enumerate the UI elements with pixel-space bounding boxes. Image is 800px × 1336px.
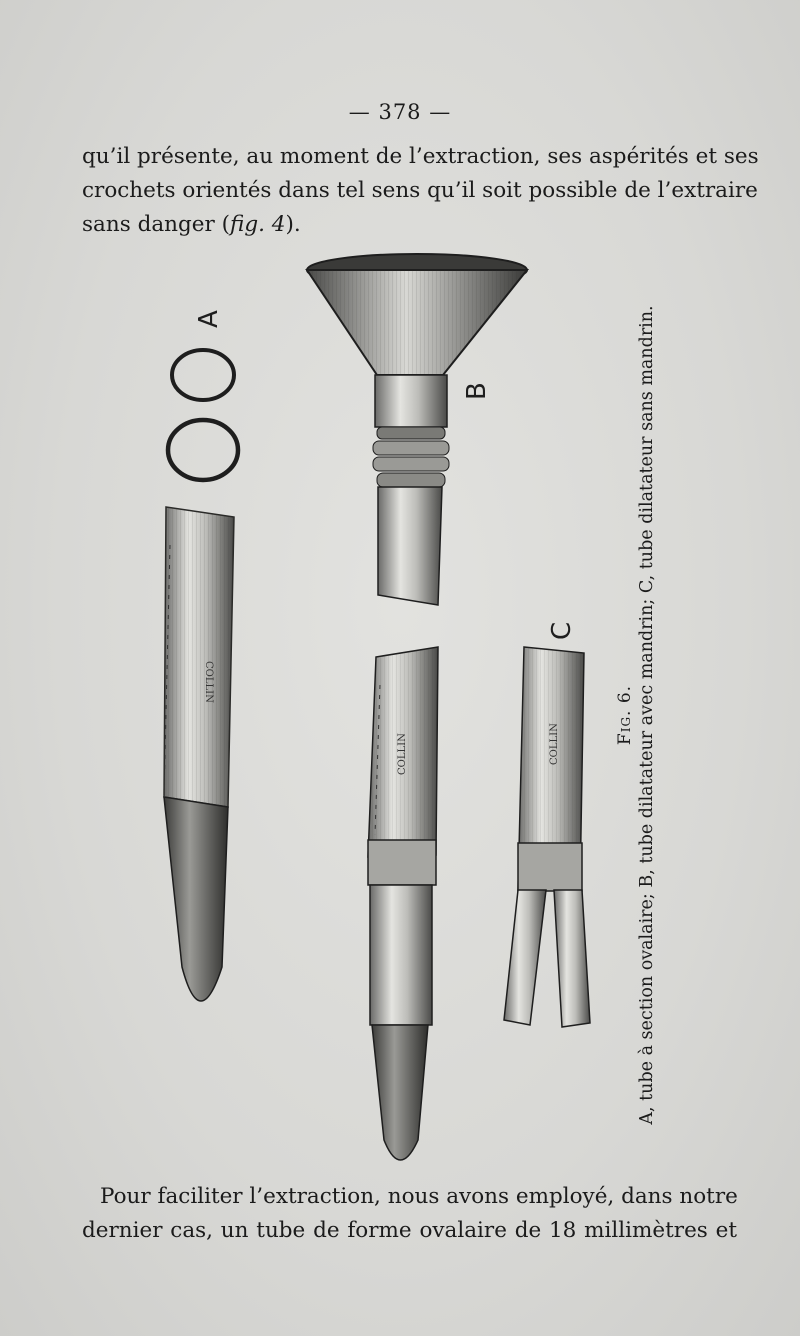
- label-a: A: [194, 310, 224, 328]
- caption-text: A, tube à section ovalaire; B, tube dilatateur avec mandrin; C, tube dilatateur sans mandrin.: [637, 305, 657, 1125]
- tube-c-drawing: [504, 647, 590, 1027]
- brand-engraving-b: COLLIN: [397, 733, 408, 775]
- paragraph-line: qu’il présente, au moment de l’extraction, ses aspérités et ses: [82, 144, 759, 169]
- paragraph-line: Pour faciliter l’extraction, nous avons employé, dans notre: [100, 1184, 738, 1209]
- oval-section-small: [172, 350, 234, 400]
- paragraph-line: dernier cas, un tube de forme ovalaire de 18 millimètres et: [82, 1218, 737, 1243]
- figure-caption: [615, 305, 657, 1125]
- top-paragraph: [82, 140, 759, 242]
- paragraph-line: [82, 208, 737, 242]
- label-b: B: [462, 382, 492, 400]
- page-number: — 378 —: [348, 100, 452, 124]
- line-text: ).: [285, 212, 301, 237]
- brand-engraving-a: COLLIN: [203, 661, 214, 703]
- caption-title: Fig. 6.: [615, 684, 635, 746]
- tube-b-drawing: [307, 254, 527, 1160]
- line-text: sans danger (: [82, 212, 230, 237]
- tube-a-drawing: [164, 350, 238, 1001]
- bottom-paragraph: [82, 1180, 737, 1248]
- figure-reference: fig. 4: [229, 212, 286, 237]
- brand-engraving-c: COLLIN: [549, 723, 560, 765]
- paragraph-line: crochets orientés dans tel sens qu’il soit possible de l’extraire: [82, 178, 758, 203]
- oval-section-large: [168, 420, 238, 480]
- label-c: C: [547, 621, 577, 640]
